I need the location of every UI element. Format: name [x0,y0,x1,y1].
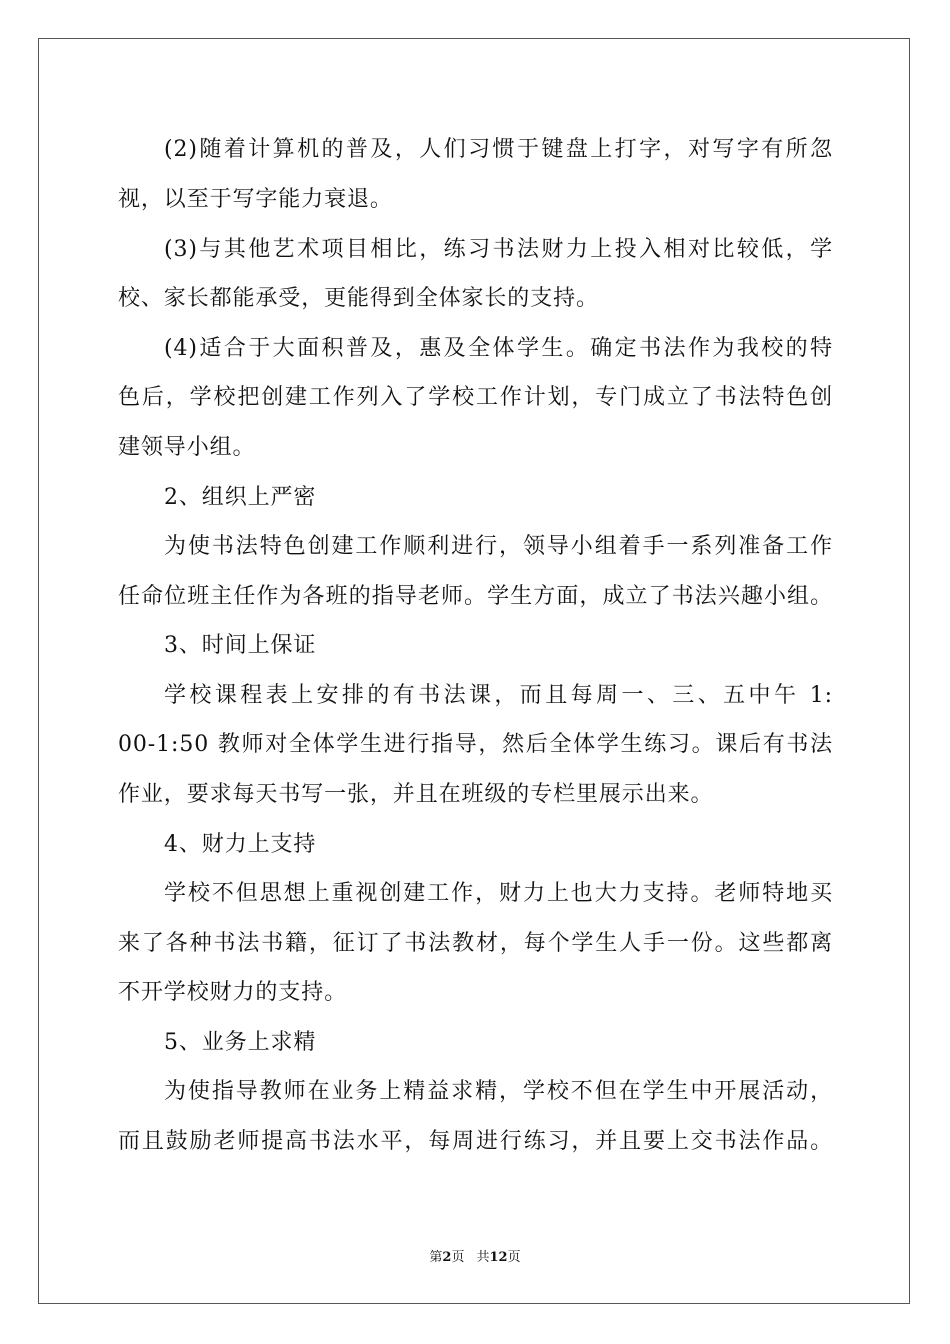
text-line: (4)适合于大面积普及，惠及全体学生。确定书法作为我校的特 [164,336,833,361]
text-line: 为使指导教师在业务上精益求精，学校不但在学生中开展活动， [164,1079,833,1104]
page-footer [0,1246,950,1265]
text-line: 视，以至于写字能力衰退。 [118,187,393,212]
text-line: 色后，学校把创建工作列入了学校工作计划，专门成立了书法特色创 [118,385,833,410]
text-line: 学校不但思想上重视创建工作，财力上也大力支持。老师特地买 [164,881,833,906]
text-line: 不开学校财力的支持。 [118,980,348,1005]
page-border [38,38,910,1304]
section-heading: 4、财力上支持 [164,832,317,857]
page-suffix: 页 [451,1250,465,1265]
text-line: 学校课程表上安排的有书法课，而且每周一、三、五中午 1: [164,683,833,708]
text-line: 建领导小组。 [118,435,256,460]
total-prefix: 共 [476,1250,490,1265]
text-line: 校、家长都能承受，更能得到全体家长的支持。 [118,286,599,311]
text-line: 作业，要求每天书写一张，并且在班级的专栏里展示出来。 [118,782,714,807]
section-heading: 2、组织上严密 [164,485,317,510]
total-pages: 12 [489,1250,508,1265]
page-prefix: 第 [429,1250,443,1265]
text-line: 任命位班主任作为各班的指导老师。学生方面，成立了书法兴趣小组。 [118,584,833,609]
text-line: 为使书法特色创建工作顺利进行，领导小组着手一系列准备工作 [164,534,833,559]
text-line: 00-1:50 教师对全体学生进行指导，然后全体学生练习。课后有书法 [118,732,833,757]
text-line: 来了各种书法书籍，征订了书法教材，每个学生人手一份。这些都离 [118,931,833,956]
text-line: 而且鼓励老师提高书法水平，每周进行练习，并且要上交书法作品。 [118,1129,833,1154]
total-suffix: 页 [507,1250,521,1265]
section-heading: 3、时间上保证 [164,633,317,658]
text-line: (2)随着计算机的普及，人们习惯于键盘上打字，对写字有所忽 [164,137,833,162]
text-line: (3)与其他艺术项目相比，练习书法财力上投入相对比较低，学 [164,237,833,262]
section-heading: 5、业务上求精 [164,1030,317,1055]
page-number: 2 [442,1250,452,1265]
